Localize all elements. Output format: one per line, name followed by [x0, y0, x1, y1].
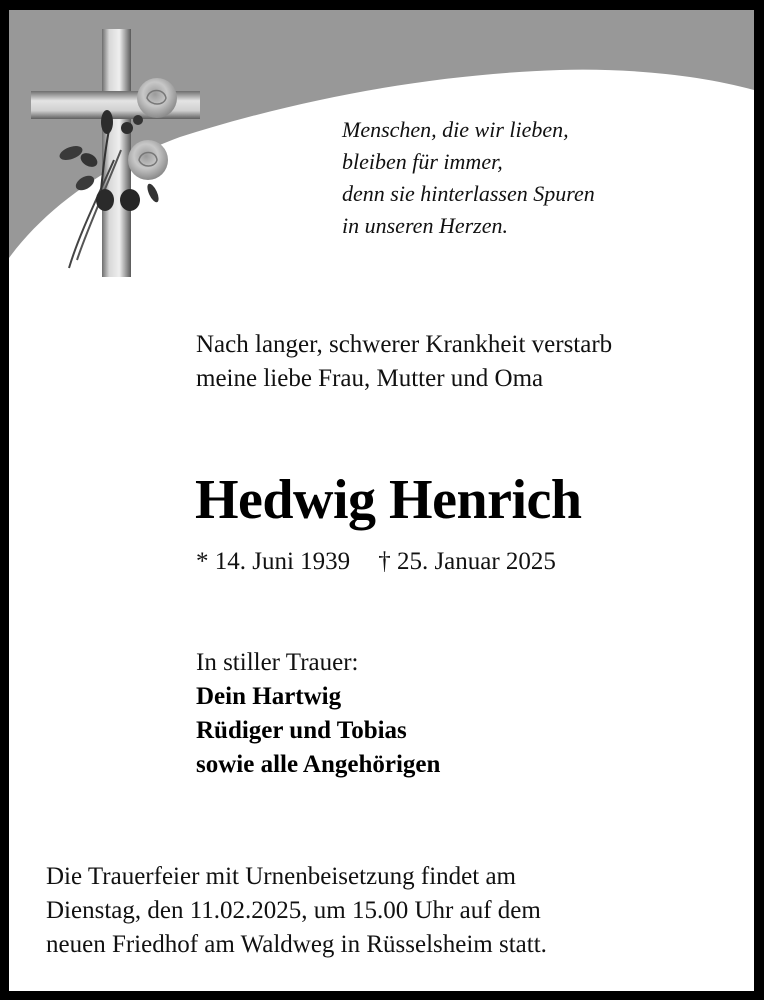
mourner-name: Dein Hartwig — [196, 683, 342, 710]
intro-line: meine liebe Frau, Mutter und Oma — [196, 365, 544, 392]
deceased-name: Hedwig Henrich — [195, 469, 582, 531]
mourners-block — [196, 646, 440, 782]
mourner-name: Rüdiger und Tobias — [196, 717, 407, 744]
funeral-line: Dienstag, den 11.02.2025, um 15.00 Uhr auf dem — [46, 897, 541, 924]
verse-line: denn sie hinterlassen Spuren — [342, 181, 595, 206]
funeral-line: neuen Friedhof am Waldweg in Rüsselsheim statt. — [46, 931, 547, 958]
life-dates — [196, 545, 556, 579]
memorial-verse — [342, 114, 595, 242]
intro-line: Nach langer, schwerer Krankheit verstarb — [196, 331, 613, 358]
funeral-line: Die Trauerfeier mit Urnenbeisetzung findet am — [46, 863, 516, 890]
mourner-name: sowie alle Angehörigen — [196, 751, 441, 778]
obituary-notice — [9, 10, 754, 991]
cross-with-roses-icon — [9, 10, 209, 290]
funeral-details — [46, 860, 547, 962]
mourners-heading: In stiller Trauer: — [196, 649, 359, 676]
verse-line: bleiben für immer, — [342, 149, 503, 174]
verse-line: in unseren Herzen. — [342, 213, 508, 238]
verse-line: Menschen, die wir lieben, — [342, 117, 569, 142]
death-date: † 25. Januar 2025 — [378, 548, 556, 575]
birth-date: * 14. Juni 1939 — [196, 548, 351, 575]
death-announcement — [196, 328, 612, 396]
